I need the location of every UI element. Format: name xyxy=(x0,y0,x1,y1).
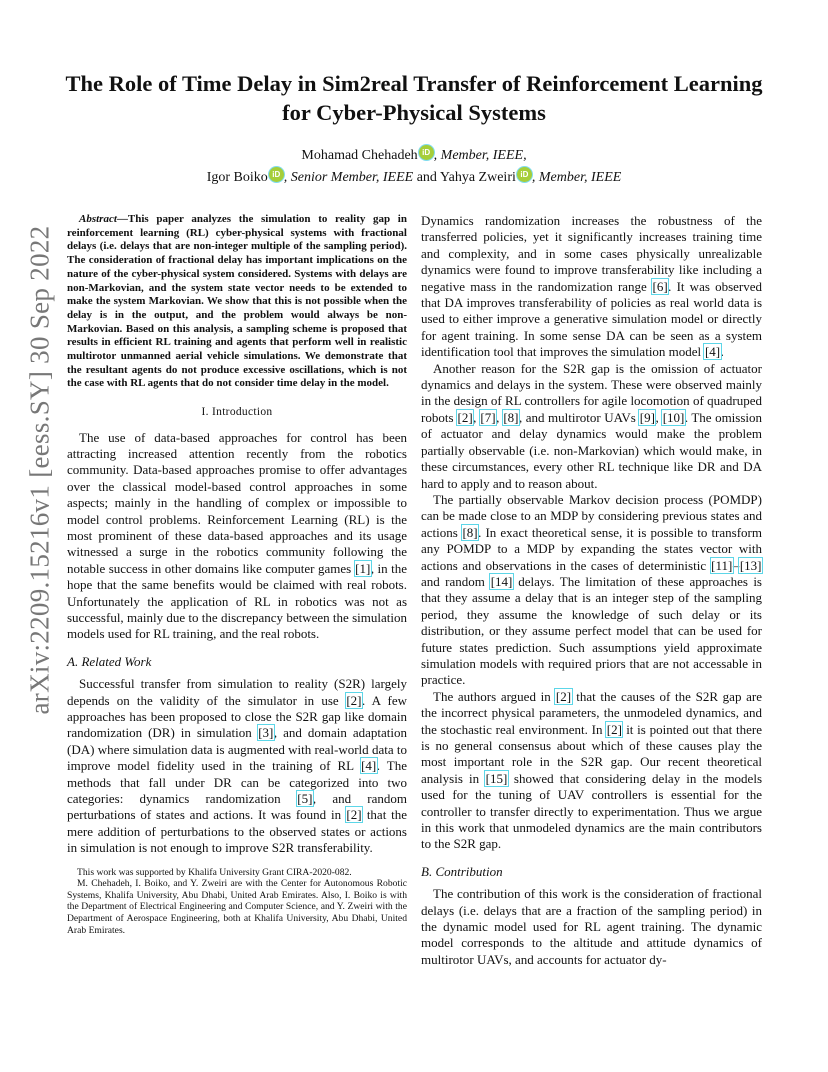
citation-link[interactable]: [15] xyxy=(485,770,508,786)
citation-link[interactable]: [10] xyxy=(662,409,685,425)
paragraph-text: Dynamics randomization increases the robustness of the transferred policies, yet it significantly increases training time and complexity, and in some cases physically unrealizable dynamics were found to improve transferability like including a negative mass in the randomization range xyxy=(421,213,762,294)
range-dash: – xyxy=(732,557,740,573)
contribution-paragraph: The contribution of this work is the consideration of fractional delays (i.e. delays that are a fraction of the sampling period) in the dynamic model used for RL agent training. The dynamic model corresponds to the altitude and attitude dynamics of multirotor UAVs, and accounts for actuator dy- xyxy=(421,886,762,967)
citation-link[interactable]: [6] xyxy=(652,278,668,294)
author-affiliation: , Member, IEEE xyxy=(531,170,622,185)
citation-link[interactable]: [13] xyxy=(739,557,762,573)
paragraph-text: it is pointed out that there is no general consensus about which of these causes play the most important role in the S2R gap. Our recent theoretical analysis in xyxy=(421,721,762,786)
author-name: Mohamad Chehadeh xyxy=(301,148,418,163)
paragraph-text: . A few approaches has been proposed to close the S2R gap like domain randomization (DR) in simulation xyxy=(67,692,407,741)
paragraph-text: , and domain adaptation (DA) where simulation data is augmented with real-world data to improve model fidelity used in the training of RL xyxy=(67,725,407,774)
author-affiliation: , Senior Member, IEEE xyxy=(283,170,414,185)
paragraph-text: Successful transfer from simulation to reality (S2R) largely depends on the validity of the simulator in use xyxy=(67,676,407,708)
paragraph-text: The authors argued in xyxy=(433,688,556,704)
orcid-icon[interactable]: iD xyxy=(419,145,434,160)
author-affiliation: , Member, IEEE, xyxy=(433,148,527,163)
abstract-text: —This paper analyzes the simulation to reality gap in reinforcement learning (RL) cyber-physical systems with fractional delays (i.e. delays that are non-integer multiple of the sampling period). The consideration of fractional delay has important implications on the nature of the cyber-physical system considered. Systems with delays are non-Markovian, and the system state vector needs to be extended to make the system Markovian. We show that this is not possible when the delay is in the output, and the problem would always be non-Markovian. Based on this analysis, a sampling scheme is proposed that results in efficient RL training and agents that perform well in realistic multirotor unmanned aerial vehicle simulations. We demonstrate that the resultant agents do not produce excessive oscillations, which is not the case with RL agents that do not consider time delay in the model. xyxy=(67,213,407,390)
abstract xyxy=(67,213,407,391)
citation-link[interactable]: [2] xyxy=(457,409,473,425)
paper-title: The Role of Time Delay in Sim2real Transfer of Reinforcement Learning for Cyber-Physical Systems xyxy=(65,71,763,125)
paragraph-text: that the mere addition of perturbations to the observed states or actions in simulation is not enough to improve S2R transferability. xyxy=(67,807,407,856)
paragraph-text: and random xyxy=(421,573,491,589)
paragraph-text: , and random perturbations of states and actions. It was found in xyxy=(67,791,408,823)
subsection-heading-contribution: B. Contribution xyxy=(421,863,503,879)
paragraph-text: showed that considering delay in the models used for the tuning of UAV controllers is essential for the controller to transfer directly to experimentation. Thus we argue in this work that unmodeled dynamics are the main contributors to the S2R gap. xyxy=(421,770,763,852)
citation-link[interactable]: [2] xyxy=(346,692,362,708)
citation-link[interactable]: [4] xyxy=(704,344,721,360)
paragraph-text: Another reason for the S2R gap is the omission of actuator dynamics and delays in the system. These were observed mainly in the design of RL controllers for agile locomotion of quadruped robots xyxy=(421,360,762,425)
section-heading-introduction: I. Introduction xyxy=(201,406,273,419)
separator: , xyxy=(655,409,663,425)
arxiv-identifier: arXiv:2209.15216v1 [eess.SY] 30 Sep 2022 xyxy=(24,225,55,715)
author-name: Igor Boiko xyxy=(206,170,268,185)
citation-link[interactable]: [14] xyxy=(490,573,513,589)
citation-link[interactable]: [5] xyxy=(297,791,313,807)
related-work-paragraph xyxy=(67,676,407,856)
arxiv-stamp xyxy=(20,225,60,715)
author-line-1 xyxy=(60,145,768,167)
orcid-icon[interactable]: iD xyxy=(517,167,532,182)
separator: , xyxy=(496,409,503,425)
body-paragraph xyxy=(421,213,762,361)
right-column xyxy=(421,213,762,968)
author-conjunction: and xyxy=(413,170,440,185)
paragraph-text: . The omission of actuator and delay dynamics would make the problem partially observable (i.e. non-Markovian) which would make, in these circumstances, every other RL technique like DR and DA hard to apply and to reason about. xyxy=(421,409,763,491)
paragraph-text: that the causes of the S2R gap are the incorrect physical parameters, the unmodeled dynamics, and the stochastic real environment. In xyxy=(421,688,762,737)
citation-link[interactable]: [4] xyxy=(361,758,377,774)
citation-link[interactable]: [2] xyxy=(606,721,622,737)
paragraph-text: . The methods that fall under DR can be categorized into two categories: dynamics randomization xyxy=(67,758,407,807)
paragraph-text: , and multirotor UAVs xyxy=(519,409,640,425)
paragraph-text: . In exact theoretical sense, it is possible to transform any POMDP to a MDP by expanding the states vector with actions and observations in the cases of deterministic xyxy=(421,524,762,573)
citation-link[interactable]: [9] xyxy=(639,409,655,425)
citation-link[interactable]: [8] xyxy=(462,524,478,540)
paragraph-text: The use of data-based approaches for control has been attracting increased attention recently from the robotics community. Data-based approaches promise to offer advantages over the classical model-based control approaches in some aspects; mainly in the handling of complex or impossible to model control problems. Reinforcement Learning (RL) is the most prominent of these data-based approaches and its usage witnessed a surge in the robotics community following the notable success in other domains like computer games xyxy=(67,429,407,576)
abstract-label: Abstract xyxy=(79,213,117,225)
paragraph-text: . xyxy=(720,344,724,360)
paragraph-text: delays. The limitation of these approaches is that they assume a delay that is an integer step of the sampling period, they assume the knowledge of such delay or its distribution, or they assume perfect model that can be used for future states prediction. Such assumptions yield approximate simulation models with required priors that are not accessable in practice. xyxy=(421,573,762,688)
citation-link[interactable]: [2] xyxy=(346,807,362,823)
footnote xyxy=(67,867,407,937)
body-paragraph xyxy=(421,689,762,853)
citation-link[interactable]: [3] xyxy=(258,725,274,741)
left-column xyxy=(67,213,407,936)
intro-paragraph xyxy=(67,430,407,643)
citation-link[interactable]: [2] xyxy=(555,688,572,704)
footnote-funding: This work was supported by Khalifa University Grant CIRA-2020-082. xyxy=(77,866,352,878)
author-name: Yahya Zweiri xyxy=(439,170,516,185)
citation-link[interactable]: [11] xyxy=(711,557,733,573)
paragraph-text: . It was observed that DA improves transferability of policies as real world data is used to either improve a generative simulation model or directly for agent training. In some sense DA can be seen as a system identification tool that improves the simulation model xyxy=(421,278,762,360)
author-line-2 xyxy=(60,167,768,189)
orcid-icon[interactable]: iD xyxy=(269,167,284,182)
paragraph-text: The partially observable Markov decision process (POMDP) can be made close to an MDP by considering previous states and actions xyxy=(421,491,762,540)
subsection-heading-related-work: A. Related Work xyxy=(67,653,152,669)
author-block xyxy=(60,145,768,189)
citation-link[interactable]: [7] xyxy=(480,409,496,425)
body-paragraph xyxy=(421,361,762,492)
paragraph-text: , in the hope that the same benefits would be claimed with real robots. Unfortunately the application of RL in robotics was not as successful, mainly due to the discrepancy between the simulation models used for RL training, and the real robots. xyxy=(67,560,407,642)
separator: , xyxy=(473,409,480,425)
body-paragraph xyxy=(421,492,762,689)
footnote-affiliations: M. Chehadeh, I. Boiko, and Y. Zweiri are with the Center for Autonomous Robotic Systems, Khalifa University, Abu Dhabi, United Arab Emirates. Also, I. Boiko is with the Department of Electrical Engineering and Computer Science, and Y. Zweiri with the Department of Aerospace Engineering, both at Khalifa University, Abu Dhabi, United Arab Emirates. xyxy=(67,878,407,936)
citation-link[interactable]: [1] xyxy=(355,560,371,576)
citation-link[interactable]: [8] xyxy=(503,409,519,425)
